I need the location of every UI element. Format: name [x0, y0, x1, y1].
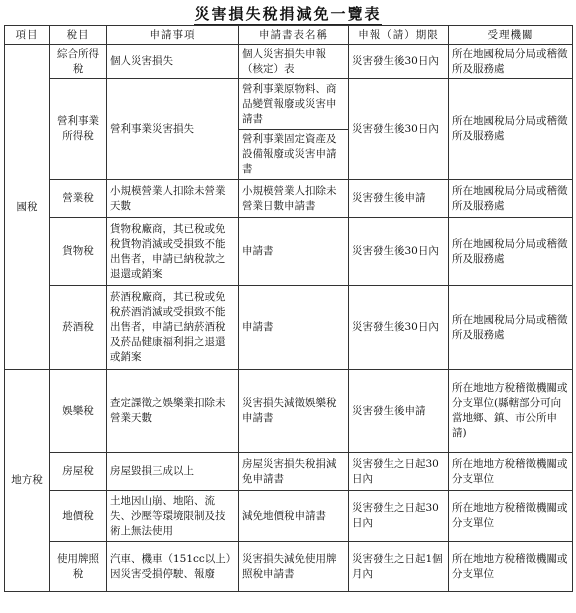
header-form: 申請書表名稱	[239, 26, 349, 45]
tax-name: 營業稅	[50, 180, 107, 218]
table-row	[5, 542, 573, 592]
title-text: 災害損失稅捐減免一覽表	[194, 5, 382, 23]
apply-item: 營利事業災害損失	[107, 79, 239, 180]
apply-item: 個人災害損失	[107, 45, 239, 79]
tax-name: 娛樂稅	[50, 370, 107, 453]
form-name: 個人災害損失申報（核定）表	[239, 45, 349, 79]
agency: 所在地國稅局分局或稽徵所及服務處	[449, 218, 573, 286]
table-row	[5, 180, 573, 218]
apply-item: 房屋毀損三成以上	[107, 453, 239, 491]
table-row	[5, 79, 573, 130]
form-name: 營利事業原物料、商品變質報廢或災害申請書	[239, 79, 349, 130]
form-name: 減免地價稅申請書	[239, 491, 349, 542]
apply-item: 貨物稅廠商，其已稅或免稅貨物消滅或受損致不能出售者，申請已納稅款之退還或銷案	[107, 218, 239, 286]
header-category: 項目	[5, 26, 50, 45]
apply-item: 小規模營業人扣除未營業天數	[107, 180, 239, 218]
header-agency: 受理機關	[449, 26, 573, 45]
deadline: 災害發生後30日內	[349, 218, 449, 286]
deadline: 災害發生後申請	[349, 180, 449, 218]
agency: 所在地地方稅稽徵機關或分支單位	[449, 491, 573, 542]
form-name-secondary: 營利事業固定資產及設備報廢或災害申請書	[239, 130, 349, 180]
agency: 所在地國稅局分局或稽徵所及服務處	[449, 286, 573, 370]
deadline: 災害發生之日起30日內	[349, 453, 449, 491]
deadline: 災害發生之日起30日內	[349, 491, 449, 542]
agency: 所在地國稅局分局或稽徵所及服務處	[449, 45, 573, 79]
apply-item: 菸酒稅廠商，其已稅或免稅菸酒消滅或受損致不能出售者，申請已納菸酒稅及菸品健康福利捐之退還或銷案	[107, 286, 239, 370]
form-name: 申請書	[239, 286, 349, 370]
table-row	[5, 45, 573, 79]
header-tax: 稅目	[50, 26, 107, 45]
agency: 所在地地方稅稽徵機關或分支單位(縣轄部分可向當地鄉、鎮、市公所申請)	[449, 370, 573, 453]
form-name: 小規模營業人扣除未營業日數申請書	[239, 180, 349, 218]
agency: 所在地國稅局分局或稽徵所及服務處	[449, 79, 573, 180]
apply-item: 土地因山崩、地陷、流失、沙壓等環境限制及技術上無法使用	[107, 491, 239, 542]
deadline: 災害發生後30日內	[349, 286, 449, 370]
deadline: 災害發生後申請	[349, 370, 449, 453]
agency: 所在地地方稅稽徵機關或分支單位	[449, 453, 573, 491]
tax-name: 貨物稅	[50, 218, 107, 286]
tax-name: 營利事業所得稅	[50, 79, 107, 180]
agency: 所在地地方稅稽徵機關或分支單位	[449, 542, 573, 592]
tax-name: 菸酒稅	[50, 286, 107, 370]
table-row	[5, 218, 573, 286]
apply-item: 查定課徵之娛樂業扣除未營業天數	[107, 370, 239, 453]
category-local: 地方稅	[5, 370, 50, 592]
tax-name: 綜合所得稅	[50, 45, 107, 79]
agency: 所在地國稅局分局或稽徵所及服務處	[449, 180, 573, 218]
tax-name: 房屋稅	[50, 453, 107, 491]
table-row	[5, 370, 573, 453]
table-row	[5, 491, 573, 542]
relief-table	[4, 25, 573, 592]
table-row	[5, 286, 573, 370]
header-item: 申請事項	[107, 26, 239, 45]
deadline: 災害發生後30日內	[349, 45, 449, 79]
form-name: 災害損失減免使用牌照稅申請書	[239, 542, 349, 592]
header-deadline: 申報（請）期限	[349, 26, 449, 45]
tax-name: 使用牌照稅	[50, 542, 107, 592]
form-name: 災害損失減徵娛樂稅申請書	[239, 370, 349, 453]
form-name: 申請書	[239, 218, 349, 286]
header-row	[5, 26, 573, 45]
deadline: 災害發生後30日內	[349, 79, 449, 180]
table-row	[5, 453, 573, 491]
form-name: 房屋災害損失稅捐減免申請書	[239, 453, 349, 491]
deadline: 災害發生之日起1個月內	[349, 542, 449, 592]
apply-item: 汽車、機車（151cc以上）因災害受損停駛、報廢	[107, 542, 239, 592]
category-national: 國稅	[5, 45, 50, 370]
tax-name: 地價稅	[50, 491, 107, 542]
page-title	[0, 0, 576, 25]
